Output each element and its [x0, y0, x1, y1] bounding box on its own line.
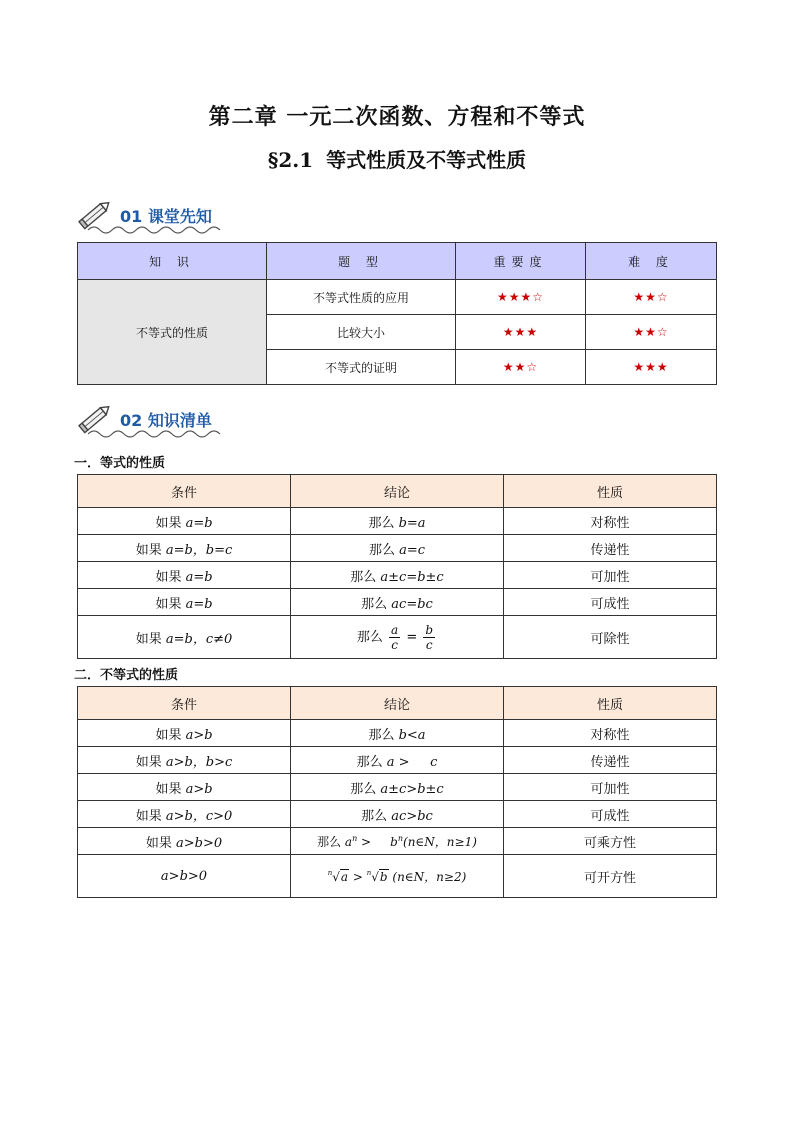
conclusion-cell — [291, 774, 504, 801]
radicand: a — [340, 869, 349, 884]
table-row — [78, 589, 717, 616]
cond-prefix: 如果 — [135, 631, 166, 647]
header-knowledge: 知 识 — [78, 243, 267, 280]
section-name: 等式性质及不等式性质 — [326, 148, 527, 172]
gt-sign: > — [349, 869, 367, 884]
equality-header-row — [78, 475, 717, 508]
conclusion-cell — [291, 855, 504, 898]
header-condition: 条件 — [78, 475, 291, 508]
conc-prefix: 那么 — [317, 834, 345, 849]
property-cell: 传递性 — [504, 535, 717, 562]
conclusion-cell — [291, 535, 504, 562]
property-cell: 可乘方性 — [504, 828, 717, 855]
property-cell: 传递性 — [504, 747, 717, 774]
root-a: $^n$√a — [327, 868, 349, 884]
property-cell: 对称性 — [504, 508, 717, 535]
fraction-numerator: a — [391, 622, 399, 637]
table-row — [78, 855, 717, 898]
wave-divider — [86, 224, 236, 236]
conc-prefix: 那么 — [356, 629, 388, 645]
conc-expr: a=c — [399, 542, 426, 558]
importance-stars: ★★★☆ — [456, 280, 586, 315]
domain-condition: (n∈N，n≥2) — [388, 869, 467, 884]
cond-prefix: 如果 — [155, 781, 186, 797]
conclusion-cell — [291, 562, 504, 589]
conclusion-cell — [291, 616, 504, 659]
conc-prefix: 那么 — [350, 781, 381, 797]
conc-expr: ac>bc — [391, 808, 433, 824]
section-header-1 — [76, 196, 236, 238]
header-condition: 条件 — [78, 687, 291, 720]
header-difficulty: 难 度 — [586, 243, 717, 280]
condition-cell — [78, 720, 291, 747]
base-b: b — [390, 834, 398, 849]
cond-expr: a=b，c≠0 — [165, 631, 233, 647]
cond-expr: a=b — [185, 596, 213, 612]
condition-cell — [78, 508, 291, 535]
wave-divider — [86, 428, 236, 440]
condition-cell — [78, 774, 291, 801]
conc-prefix: 那么 — [368, 515, 399, 531]
cond-expr: a>b，c>0 — [165, 808, 233, 824]
property-cell: 可加性 — [504, 562, 717, 589]
conclusion-cell — [291, 747, 504, 774]
conclusion-cell — [291, 508, 504, 535]
table-row — [78, 720, 717, 747]
type-cell: 不等式的证明 — [267, 350, 456, 385]
conc-prefix: 那么 — [368, 542, 400, 558]
difficulty-stars: ★★☆ — [586, 315, 717, 350]
condition-cell — [78, 747, 291, 774]
gt-sign: > — [357, 834, 391, 849]
property-cell: 可加性 — [504, 774, 717, 801]
root-b: $^n$√b — [366, 868, 388, 884]
cond-prefix: 如果 — [155, 727, 186, 743]
root-index: n — [366, 868, 372, 877]
conc-expr: a±c>b±c — [380, 781, 444, 797]
inequality-header-row — [78, 687, 717, 720]
conc-expr: a±c=b±c — [380, 569, 444, 585]
table-row — [78, 774, 717, 801]
cond-expr: a=b — [185, 569, 213, 585]
equality-table — [77, 474, 717, 659]
importance-stars: ★★★ — [456, 315, 586, 350]
section-header-2 — [76, 400, 236, 442]
header-type: 题 型 — [267, 243, 456, 280]
condition-cell — [78, 828, 291, 855]
condition-cell — [78, 562, 291, 589]
cond-prefix: 如果 — [135, 754, 166, 770]
equality-heading: 一．等式的性质 — [74, 456, 166, 471]
conc-expr: ac=bc — [391, 596, 433, 612]
conclusion-cell — [291, 589, 504, 616]
domain-condition: (n∈N，n≥1) — [403, 834, 477, 849]
conc-expr: b=a — [398, 515, 426, 531]
conclusion-cell — [291, 828, 504, 855]
fraction-numerator: b — [425, 622, 434, 637]
table-row — [78, 801, 717, 828]
conclusion-cell — [291, 801, 504, 828]
header-conclusion: 结论 — [291, 475, 504, 508]
cond-prefix: 如果 — [155, 569, 186, 585]
inequality-heading: 二．不等式的性质 — [74, 668, 179, 683]
fraction-a-over-c — [389, 623, 400, 652]
cond-expr: a=b — [185, 515, 213, 531]
table-row — [78, 280, 717, 315]
cond-prefix: 如果 — [145, 835, 176, 851]
table-row — [78, 508, 717, 535]
condition-cell — [78, 616, 291, 659]
cond-prefix: 如果 — [155, 596, 186, 612]
chapter-title: 第二章 一元二次函数、方程和不等式 — [208, 105, 586, 130]
cond-expr: a>b — [185, 781, 213, 797]
cond-expr: a>b，b>c — [165, 754, 233, 770]
condition-cell — [78, 589, 291, 616]
root-index: n — [327, 868, 333, 877]
cond-expr: a>b — [185, 727, 213, 743]
header-conclusion: 结论 — [291, 687, 504, 720]
exponent: n — [397, 833, 404, 843]
property-cell: 对称性 — [504, 720, 717, 747]
conc-prefix: 那么 — [350, 569, 381, 585]
table-row — [78, 616, 717, 659]
conc-expr: a > c — [386, 754, 438, 770]
type-cell: 不等式性质的应用 — [267, 280, 456, 315]
difficulty-stars: ★★★ — [586, 350, 717, 385]
radicand: b — [379, 869, 388, 884]
equals-sign: = — [406, 629, 418, 645]
exponent: n — [352, 833, 358, 843]
type-cell: 比较大小 — [267, 315, 456, 350]
table-row — [78, 828, 717, 855]
table-row — [78, 562, 717, 589]
header-property: 性质 — [504, 475, 717, 508]
section-title — [0, 144, 794, 173]
fraction-denominator: c — [391, 637, 398, 652]
conc-prefix: 那么 — [368, 727, 399, 743]
difficulty-stars: ★★☆ — [586, 280, 717, 315]
condition-cell — [78, 801, 291, 828]
conc-expr: b<a — [398, 727, 426, 743]
section-label: 01 课堂先知 — [120, 207, 212, 226]
cond-expr: a=b，b=c — [165, 542, 233, 558]
importance-stars: ★★☆ — [456, 350, 586, 385]
cond-expr: a>b>0 — [160, 868, 208, 884]
section-label: 02 知识清单 — [120, 411, 212, 430]
cond-prefix: 如果 — [155, 515, 186, 531]
condition-cell — [78, 535, 291, 562]
header-importance: 重要度 — [456, 243, 586, 280]
fraction-b-over-c — [423, 623, 435, 652]
conc-prefix: 那么 — [356, 754, 387, 770]
base-a: a — [344, 834, 353, 849]
table-row — [78, 747, 717, 774]
fraction-denominator: c — [425, 637, 433, 652]
cond-prefix: 如果 — [135, 542, 166, 558]
inequality-table — [77, 686, 717, 898]
table-row — [78, 535, 717, 562]
section-number: §2.1 — [267, 148, 314, 172]
overview-header-row — [78, 243, 717, 280]
property-cell: 可除性 — [504, 616, 717, 659]
conclusion-cell — [291, 720, 504, 747]
property-cell: 可开方性 — [504, 855, 717, 898]
property-cell: 可成性 — [504, 589, 717, 616]
condition-cell — [78, 855, 291, 898]
header-property: 性质 — [504, 687, 717, 720]
conc-prefix: 那么 — [361, 808, 392, 824]
conc-prefix: 那么 — [361, 596, 392, 612]
cond-expr: a>b>0 — [176, 835, 223, 851]
property-cell: 可成性 — [504, 801, 717, 828]
cond-prefix: 如果 — [135, 808, 166, 824]
knowledge-cell: 不等式的性质 — [78, 280, 267, 385]
overview-table — [77, 242, 717, 385]
